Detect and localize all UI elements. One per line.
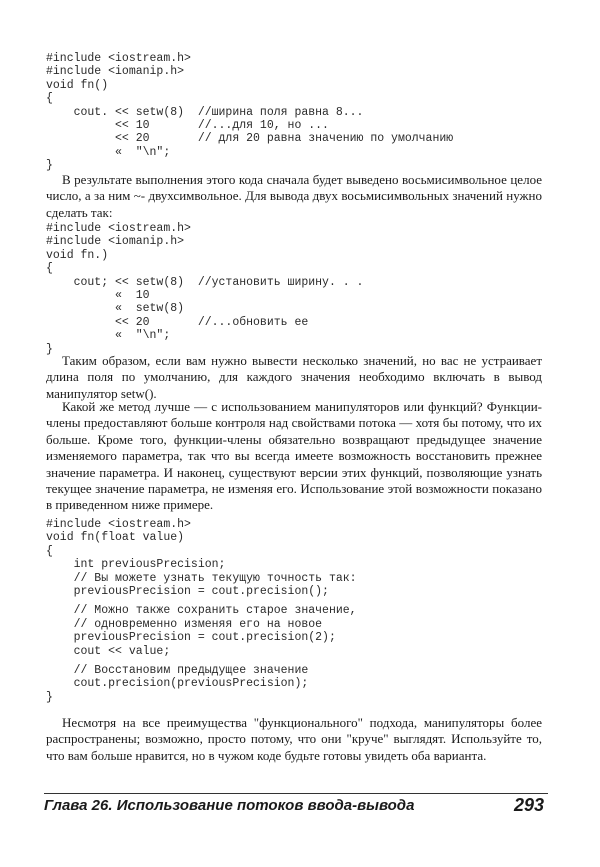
code-line: cout << value; (46, 644, 171, 658)
code-line: { (46, 544, 53, 558)
code-line: cout. << setw(8) //ширина поля равна 8... (46, 105, 364, 119)
paragraph-1: В результате выполнения этого кода сначала будет выведено восьмисимвольное целое число, а за ним ~- двухсимвольное. Для вывода двух восьмисимвольных значений нужно сделать так: (46, 172, 542, 220)
code-line: // одновременно изменяя его на новое (46, 617, 323, 631)
paragraph-4: Несмотря на все преимущества "функционального" подхода, манипуляторы более распространены; возможно, просто потому, что они "круче" выглядят. Используйте то, что вам больше нравится, но в чужом коде будьте готовы увидеть оба варианта. (46, 715, 542, 763)
code-line: #include <iostream.h> (46, 52, 191, 65)
code-line: // Вы можете узнать текущую точность так: (46, 571, 357, 585)
code-line: « "\n"; (46, 329, 171, 343)
code-line: { (46, 92, 53, 106)
code-line: cout.precision(previousPrecision); (46, 677, 309, 691)
code-block-3 (46, 518, 546, 704)
footer-divider (44, 793, 548, 794)
code-line: // Восстановим предыдущее значение (46, 663, 309, 677)
code-block-2 (46, 222, 546, 356)
paragraph-3: Какой же метод лучше — с использованием манипуляторов или функций? Функции-члены предоставляют больше контроля над свойствами потока — хотя бы потому, что их больше. Кроме того, функции-члены обязательно возвращают предыдущее значение изменяемого параметра, так что вы всегда имеете возможность восстановить прежнее значение параметра. И наконец, существуют версии этих функций, позволяющие узнать текущее значение параметра, не изменяя его. Использование этой возможности показано в приведенном ниже примере. (46, 399, 542, 513)
code-line: #include <iomanip.h> (46, 235, 185, 249)
code-line: cout; << setw(8) //установить ширину. . . (46, 275, 364, 289)
code-line: { (46, 262, 53, 276)
code-line: #include <iomanip.h> (46, 65, 185, 79)
code-line: void fn() (46, 78, 109, 92)
code-line: int previousPrecision; (46, 558, 226, 572)
page-number: 293 (513, 795, 544, 815)
chapter-title: Глава 26. Использование потоков ввода-вывода (44, 797, 415, 814)
code-line: #include <iostream.h> (46, 222, 191, 235)
code-line: « setw(8) (46, 302, 185, 316)
code-line: // Можно также сохранить старое значение, (46, 604, 357, 618)
code-line: } (46, 690, 53, 704)
code-line: } (46, 159, 53, 173)
code-line: « 10 (46, 288, 150, 302)
code-line: void fn.) (46, 248, 109, 262)
code-line: << 20 // для 20 равна значению по умолчанию (46, 132, 454, 146)
code-line: void fn(float value) (46, 531, 185, 545)
code-line: << 10 //...для 10, но ... (46, 118, 329, 132)
code-line: « "\n"; (46, 145, 171, 159)
code-line: #include <iostream.h> (46, 518, 191, 531)
code-line: previousPrecision = cout.precision(); (46, 584, 329, 598)
code-line: } (46, 342, 53, 356)
paragraph-2: Таким образом, если вам нужно вывести несколько значений, но вас не устраивает длина поля по умолчанию, для каждого значения необходимо включать в вывод манипулятор setw(). (46, 353, 542, 401)
code-line: << 20 //...обновить ее (46, 315, 309, 329)
code-block-1 (46, 52, 546, 173)
code-line: previousPrecision = cout.precision(2); (46, 631, 336, 645)
